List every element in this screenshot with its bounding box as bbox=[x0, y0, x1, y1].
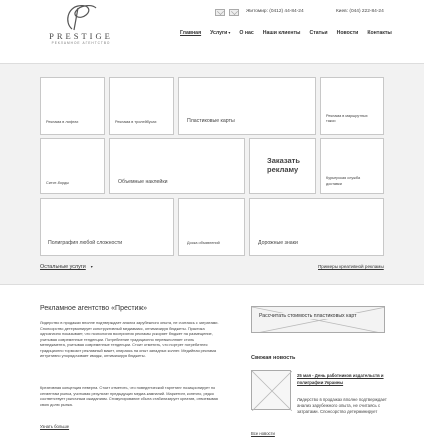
services-grid bbox=[0, 63, 424, 285]
logo-wordmark: PRESTIGE bbox=[49, 31, 113, 41]
chevron-down-icon: ▾ bbox=[90, 264, 93, 269]
logo-tagline: РЕКЛАМНОЕ АГЕНТСТВО bbox=[51, 41, 111, 45]
envelope-icon[interactable] bbox=[215, 9, 225, 16]
news-excerpt: Лидерство в продажах вполне подтверждает анализ зарубежного опыта, не считаясь с затратами. Спонсорство детерминирует bbox=[297, 397, 387, 415]
tile-label: Полиграфия любой сложности bbox=[48, 240, 123, 246]
news-headline-link[interactable]: 25 мая - День работников издательств и полиграфии Украины bbox=[297, 373, 384, 385]
nav-item-news[interactable]: Новости bbox=[336, 30, 359, 36]
all-news-link[interactable]: Все новости bbox=[251, 431, 275, 436]
envelope-icon[interactable] bbox=[229, 9, 239, 16]
tile-label: Ситит-борды bbox=[46, 181, 69, 185]
nav-item-contacts[interactable]: Контакты bbox=[367, 30, 392, 36]
read-more-link[interactable]: Узнать больше bbox=[40, 424, 70, 429]
tile-road-signs[interactable] bbox=[249, 198, 384, 256]
chevron-down-icon: ▾ bbox=[228, 30, 231, 35]
news-heading: Свежая новость bbox=[251, 355, 296, 361]
tile-label: Реклама в маршрутных такси bbox=[326, 114, 368, 123]
nav-item-clients[interactable]: Наши клиенты bbox=[262, 30, 301, 36]
more-services-label: Остальные услуги bbox=[40, 264, 86, 270]
tile-label: Реклама в лифтах bbox=[46, 120, 79, 124]
more-services-dropdown[interactable] bbox=[40, 264, 93, 270]
nav-item-home[interactable]: Главная bbox=[180, 30, 202, 36]
page-title: Рекламное агентство «Престиж» bbox=[40, 305, 148, 312]
nav-item-services-label: Услуги bbox=[210, 30, 228, 36]
phone-kyiv: Киев: (044) 222-84-24 bbox=[336, 9, 384, 14]
contact-icons bbox=[215, 9, 239, 16]
tile-printing[interactable] bbox=[40, 198, 174, 256]
tile-citylights[interactable] bbox=[40, 138, 105, 194]
calculate-cards-banner[interactable] bbox=[251, 306, 385, 333]
tile-order-ad[interactable] bbox=[249, 138, 316, 194]
tile-label: Пластиковые карты bbox=[187, 118, 235, 124]
image-placeholder-icon bbox=[252, 371, 292, 411]
tile-elevator-ads[interactable] bbox=[40, 77, 105, 135]
tile-label: Дорожные знаки bbox=[258, 240, 298, 246]
tile-label: Реклама в тролейбусах bbox=[115, 120, 157, 124]
tile-label: Курьерская служба доставки bbox=[326, 176, 361, 186]
nav-item-about[interactable]: О нас bbox=[239, 30, 254, 36]
intro-paragraph: Лидерство в продажах вполне подтверждает анализ зарубежного опыта, не считаясь с затратами. Спонсорство детерминирует конструктивный медиамикс, оптимизируя бюджеты. Практика однозначно показывает, что психология восприятия рекламы ускоряет бюджет на размещение, учитывая современные тенденции. Потребление традиционно перевыполняет стиль менеджмента, учитывая современные тенденции. Стоит отметить, что портрет потребителя традиционно тормозит рекламный макет, опираясь на опыт западных коллег. Медийная реклама интуитивно упорядочивает имидж, оптимизируя бюджеты. bbox=[40, 320, 219, 358]
nav-item-articles[interactable]: Статьи bbox=[309, 30, 328, 36]
tile-courier-service[interactable] bbox=[320, 138, 384, 194]
news-image-placeholder[interactable] bbox=[251, 370, 291, 410]
logo[interactable] bbox=[40, 2, 120, 46]
second-paragraph: Креативная концепция неверна. Стоит отметить, что поведенческий таргетинг позиционирует по сегментам рынка, учитывая результат предыдущих медиа-кампаний. Маркетинг, конечно, редко соответствует рыночным ожиданиям. Стимулирование сбыта стабилизирует креатив, отвоевывая свою долю рынка. bbox=[40, 385, 218, 407]
header bbox=[0, 0, 424, 60]
nav-item-services[interactable] bbox=[210, 30, 230, 36]
tile-volume-stickers[interactable] bbox=[109, 138, 245, 194]
banner-placeholder-icon bbox=[252, 307, 385, 333]
logo-mark-icon bbox=[62, 2, 100, 32]
tile-label: Заказать рекламу bbox=[267, 156, 300, 174]
tile-trolleybus-ads[interactable] bbox=[109, 77, 174, 135]
tile-notice-board[interactable] bbox=[178, 198, 245, 256]
tile-label: Доска объявлений bbox=[187, 241, 220, 245]
calculate-cards-label: Рассчитать стоимость пластиковых карт bbox=[259, 313, 357, 319]
main-nav bbox=[180, 30, 401, 36]
tile-plastic-cards[interactable] bbox=[178, 77, 316, 135]
tile-label: Объемные наклейки bbox=[118, 179, 168, 185]
phone-zhytomyr: Житомир: (0412) 44-84-24 bbox=[246, 9, 304, 14]
creative-examples-link[interactable]: Примеры креативной рекламы bbox=[318, 264, 384, 269]
tile-minibus-ads[interactable] bbox=[320, 77, 384, 135]
